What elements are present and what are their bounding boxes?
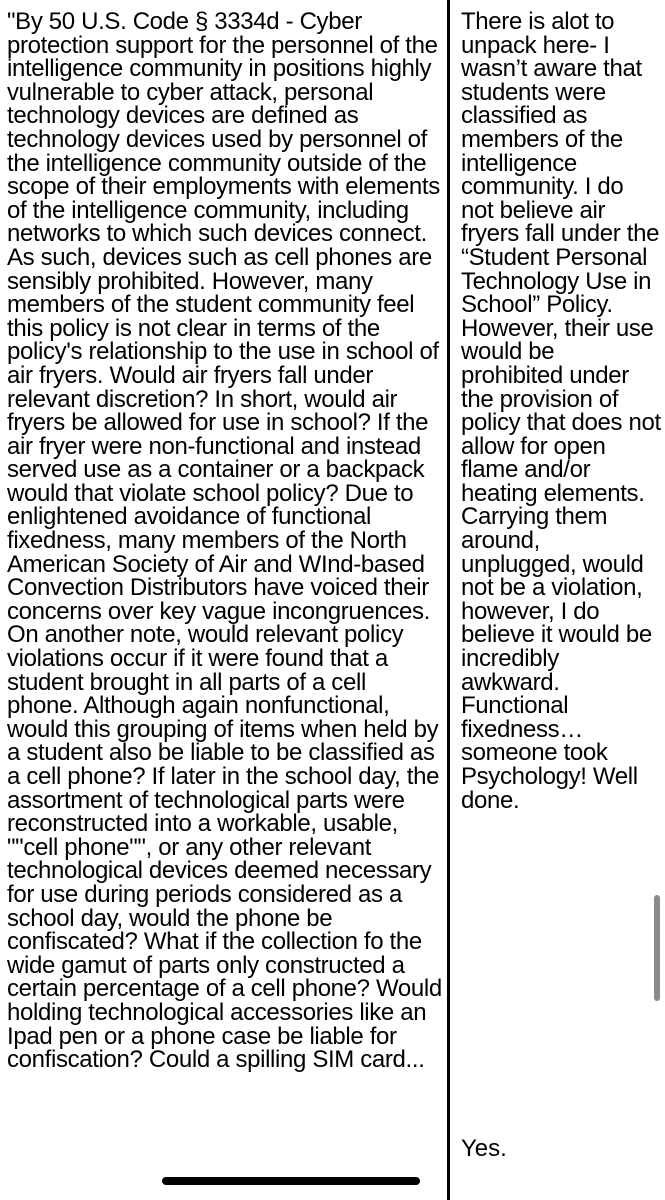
response-text: There is alot to unpack here- I wasn’t aware that students were classified as members of the intelligence community. I do not believe air fryers fall under the “Student Personal Technology Use in School” Policy. However, their use would be prohibited under the provision of policy that does not allow for open flame and/or heating elements. Carrying them around, unplugged, would not be a violation, however, I do believe it would be incredibly awkward. Functional fixedness… someone took Psychology! Well done.: [461, 8, 661, 814]
scrollbar-thumb[interactable]: [654, 895, 660, 1001]
response-cell: [450, 0, 665, 1200]
response-answer: Yes.: [461, 1135, 507, 1162]
home-indicator[interactable]: [162, 1177, 420, 1185]
question-text: "By 50 U.S. Code § 3334d - Cyber protection support for the personnel of the intelligence community in positions highly vulnerable to cyber attack, personal technology devices are defined as technology devices used by personnel of the intelligence community outside of the scope of their employments with elements of the intelligence community, including networks to which such devices connect. As such, devices such as cell phones are sensibly prohibited. However, many members of the student community feel this policy is not clear in terms of the policy's relationship to the use in school of air fryers. Would air fryers fall under relevant discretion? In short, would air fryers be allowed for use in school? If the air fryer were non-functional and instead served use as a container or a backpack would that violate school policy? Due to enlightened avoidance of functional fixedness, many members of the North American Society of Air and WInd-based Convection Distributors have voiced their concerns over key vague incongruences. On another note, would relevant policy violations occur if it were found that a student brought in all parts of a cell phone. Although again nonfunctional, would this grouping of items when held by a student also be liable to be classified as a cell phone? If later in the school day, the assortment of technological parts were reconstructed into a workable, usable, ""cell phone"", or any other relevant technological devices deemed necessary for use during periods considered as a school day, would the phone be confiscated? What if the collection fo the wide gamut of parts only constructed a certain percentage of a cell phone? Would holding technological accessories like an Ipad pen or a phone case be liable for confiscation? Could a spilling SIM card...: [7, 8, 442, 1074]
